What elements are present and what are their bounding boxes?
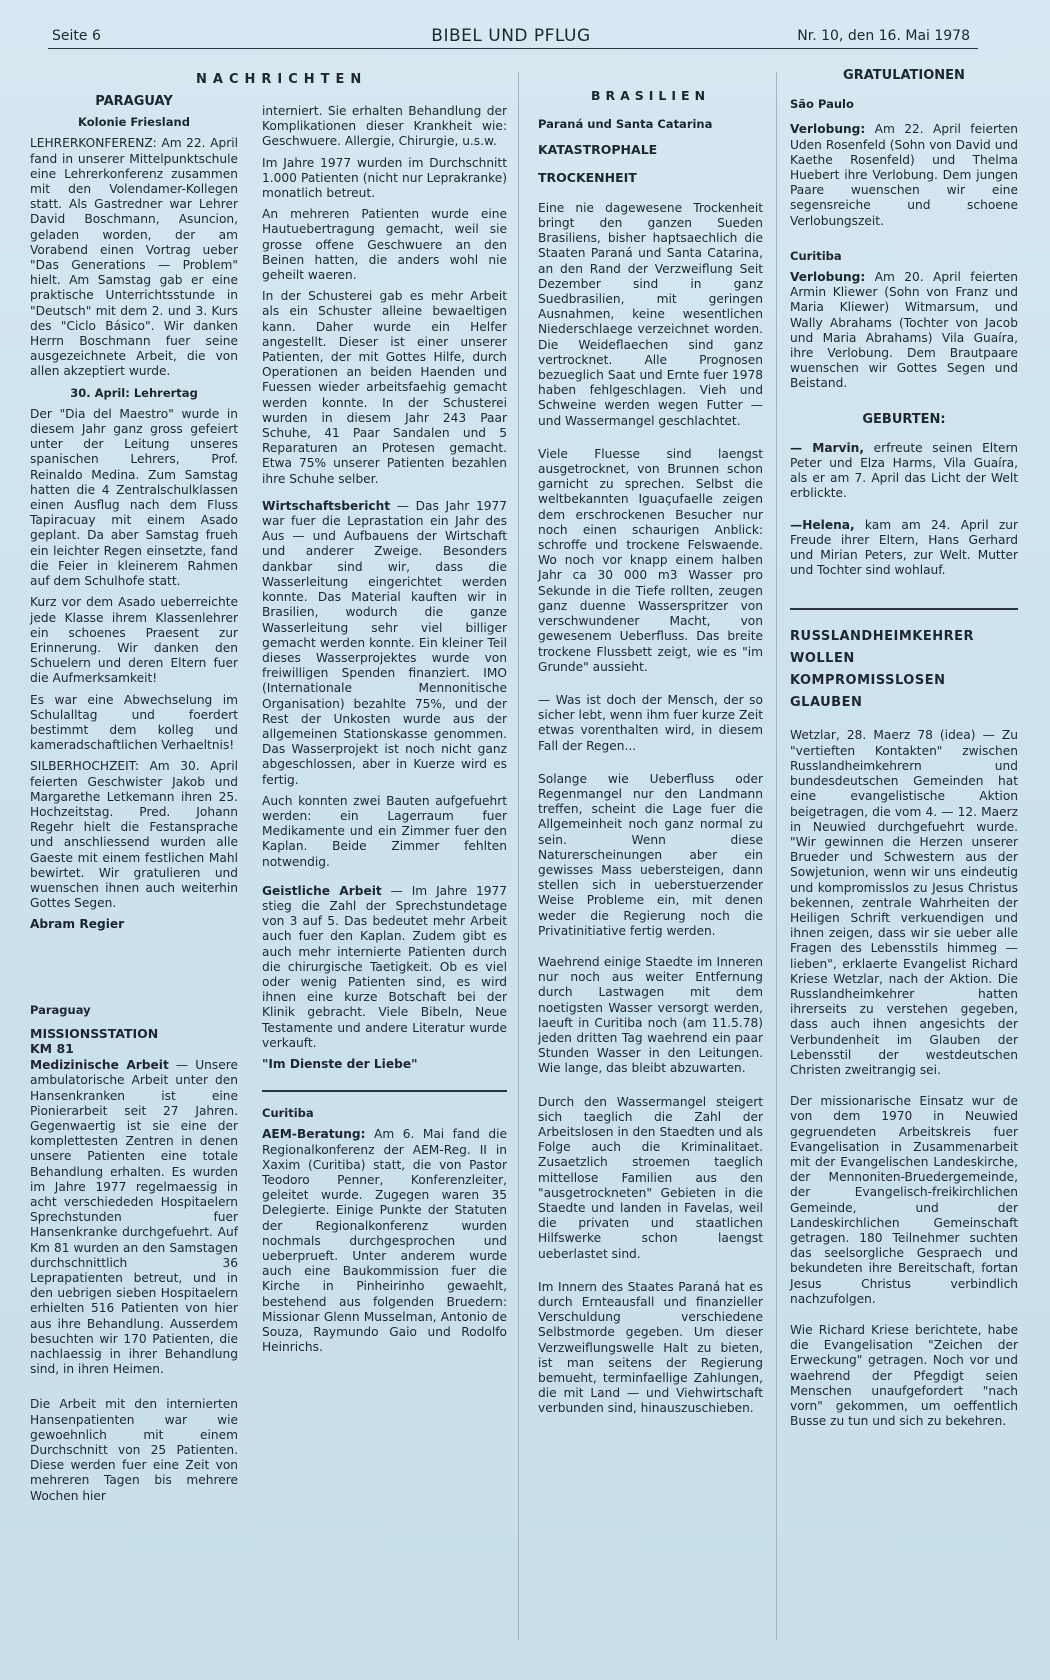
heading-wollen: WOLLEN (790, 651, 855, 667)
heading-brasilien: BRASILIEN (590, 88, 711, 103)
lead-marvin: — Marvin, (790, 440, 864, 455)
article-aem-beratung (262, 1127, 507, 1355)
publication-title: BIBEL UND PFLUG (431, 26, 591, 46)
section-rule (262, 1090, 507, 1092)
column-divider (518, 72, 519, 1640)
header-rule (48, 48, 978, 49)
page-header (52, 26, 970, 50)
column-4 (790, 68, 1018, 1435)
article-paragraph: interniert. Sie erhalten Behandlung der Komplikationen dieser Krankheit wie: Geschwuere. Allergie, Chirurgie, u.s.w. (262, 104, 507, 149)
section-rule (790, 608, 1018, 610)
article-paragraph: Waehrend einige Staedte im Inneren nur noch aus weiter Entfernung durch Lastwagen mit dem noetigsten Wasser versorgt werden, laeuft in Curitiba noch (am 11.5.78) jeden dritten Tag waehrend ein paar Stunden Wasser in den Leitungen. Wie lange, das bleibt abzuwarten. (538, 954, 763, 1076)
subheading-paraguay: Paraguay (30, 1002, 91, 1017)
article-paragraph: In der Schusterei gab es mehr Arbeit als ein Schuster alleine bewaeltigen kann. Daher wurde ein Helfer angestellt. Dieser ist einer unserer Patienten, der mit Gottes Hilfe, durch Operationen an beiden Haenden und Fuessen wieder arbeitsfaehig gemacht werden konnte. In der Schusterei wurden in diesem Jahr 243 Paar Schuhe, 41 Paar Sandalen und 5 Reparaturen an Protesen gemacht. Etwa 75% unserer Patienten bezahlen ihre Schuhe selber. (262, 289, 507, 486)
article-paragraph: Wetzlar, 28. Maerz 78 (idea) — Zu "vertieften Kontakten" zwischen Russlandheimkehrern und bundesdeutschen Gemeinden hat eine evangelistische Aktion beigetragen, die vom 4. — 12. Maerz in Neuwied durchgefuehrt wurde. "Wir gewinnen die Herzen unserer Brueder und Schwestern aus der Sowjetunion, wenn wir uns eindeutig und kompromisslos zu Jesus Christus bekennen, zentrale Wahrheiten der Heiligen Schrift verkuendigen und ihnen zeigen, dass wir sie ueber alle Fragen des Lebensstils himmeg — lieben", erklaerte Evangelist Richard Kriese Wetzlar, nach der Aktion. Die Russlandheimkehrer hatten ihrerseits zu verstehen gegeben, dass auch ihnen angesichts der Verbundenheit im Glauben der Lebensstil der westdeutschen Christen zweitrangig sei. (790, 728, 1018, 1077)
lead-medizinische-arbeit: Medizinische Arbeit (30, 1058, 169, 1073)
article-verlobung-2 (790, 270, 1018, 392)
lead-aem-beratung: AEM-Beratung: (262, 1127, 366, 1142)
article-paragraph: Durch den Wassermangel steigert sich taeglich die Zahl der Arbeitslosen in den Staedten und als Folge auch die Kriminalitaet. Zusaetzlich stroemen taeglich mittellose Familien aus den "ausgetrockneten" Gebieten in die Staedte und landen in Favelas, weil die privaten und staatlichen Hilfswerke schon laengst ueberlastet sind. (538, 1094, 763, 1261)
column-2 (262, 68, 507, 1361)
subheading-sao-paulo: São Paulo (790, 97, 854, 112)
lead-verlobung: Verlobung: (790, 270, 866, 285)
heading-trockenheit: TROCKENHEIT (538, 169, 637, 185)
article-geburt-marvin (790, 441, 1018, 502)
article-paragraph: Kurz vor dem Asado ueberreichte jede Klasse ihrem Klassenlehrer ein schoenes Praesent zur Erinnerung. Wir danken den Schuelern und deren Eltern fuer die Aufmerksamkeit! (30, 595, 238, 686)
text-aem-beratung: Am 6. Mai fand die Regionalkonferenz der AEM-Reg. II in Xaxim (Curitiba) statt, die von Pastor Teodoro Penner, Konferenzleiter, geleitet wurde. Zugegen waren 35 Delegierte. Einige Punkte der Statuten der Regionalkonferenz wurden nochmals durchgesprochen und ueberprueft. Unter anderem wurde auch eine Baukommission fuer die Kirche in Pinheirinho gewaehlt, bestehend aus folgenden Bruedern: Missionar Glenn Musselman, Antonio de Souza, Raymundo Gaio und Rodolfo Heinrichs. (262, 1127, 507, 1355)
column-1 (30, 68, 238, 1510)
heading-km81: KM 81 (30, 1040, 74, 1056)
article-wirtschaftsbericht (262, 499, 507, 788)
column-divider (776, 72, 777, 1640)
text-geistliche-arbeit: — Im Jahre 1977 stieg die Zahl der Sprechstundetage von 3 auf 5. Das bedeutet mehr Arbeit auch fuer den Kaplan. Zudem gibt es auch mehr internierte Patienten durch die chirurgische Taetigkeit. Ob es viel oder wenig Patienten sind, es wird ihnen eine kurze Botschaft bei der Klinik gebracht. Viele Bibeln, Neue Testamente und andere Literatur wurde verkauft. (262, 883, 507, 1050)
subheading-parana: Paraná und Santa Catarina (538, 117, 713, 132)
article-geburt-helena (790, 518, 1018, 579)
section-title-nachrichten: NACHRICHTEN (196, 72, 368, 87)
article-verlobung-1 (790, 122, 1018, 228)
article-silberhochzeit: SILBERHOCHZEIT: Am 30. April feierten Geschwister Jakob und Margarethe Letkemann ihren 25. Hochzeitstag. Pred. Johann Regehr hielt die Festansprache und anschliessend wurden alle Gaeste mit einem festlichen Mahl bewirtet. Wir gratulieren und wuenschen ihnen auch weiterhin Gottes Segen. (30, 759, 238, 911)
article-paragraph: Der missionarische Einsatz wur de von dem 1970 in Neuwied gegruendeten Arbeitskreis fuer Evangelisation in Zusammenarbeit mit der Evangelischen Landeskirche, der Mennoniten-Bruedergemeinde, der Evangelisch-freikirchlichen Gemeinde, und der Landeskirchlichen Gemeinschaft getragen. 180 Teilnehmer suchten das seelsorgliche Gespraech und bekundeten ihre Bereitschaft, fortan Jesus Christus verbindlich nachzufolgen. (790, 1094, 1018, 1306)
heading-geburten: GEBURTEN: (862, 411, 946, 427)
page-number: Seite 6 (52, 28, 101, 44)
article-paragraph: Es war eine Abwechselung im Schulalltag und foerdert bestimmt dem kolleg und kameradschaftlichen Verhaeltnis! (30, 692, 238, 753)
text-wirtschaftsbericht: — Das Jahr 1977 war fuer die Leprastation ein Jahr des Aus — und Aufbauens der Wirtschaft und anderer Zweige. Besonders dankbar sind wir, dass die Wasserleitung eingerichtet werden konnte. Das Material kauften wir in Brasilien, wodurch die ganze Wasserleitung sehr viel billiger gemacht werden konnte. Ein kleiner Teil dieses Wasserprojektes wurde von freiwilligen Spenden finanziert. IMO (Internationale Mennonitische Organisation) bezahlte 75%, und der Rest der Unkosten wurde aus der allgemeinen Stationskasse genommen. Das Wasserprojekt ist noch nicht ganz abgeschlossen, aber in Kuerze wird es fertig. (262, 498, 507, 787)
article-medizinische-arbeit (30, 1058, 238, 1377)
subheading-kolonie-friesland: Kolonie Friesland (78, 115, 190, 130)
article-geistliche-arbeit (262, 884, 507, 1051)
lead-geistliche-arbeit: Geistliche Arbeit (262, 883, 382, 898)
article-paragraph: Im Innern des Staates Paraná hat es durch Ernteausfall und finanzieller Verschuldung verschiedene Selbstmorde gegeben. Um dieser Verzweiflungswelle Halt zu bieten, ist man seitens der Regierung bemueht, terminfaellige Zahlungen, die mit Land — und Viehwirtschaft verbunden sind, hinauszuschieben. (538, 1279, 763, 1416)
text-verlobung: Am 22. April feierten Uden Rosenfeld (Sohn von David und Kaethe Rosenfeld) und Thelma Huebert ihre Verlobung. Dem jungen Paare wuenschen wir eine segensreiche und schoene Verlobungszeit. (790, 122, 1018, 228)
heading-gratulationen: GRATULATIONEN (843, 68, 965, 83)
article-paragraph: Die Arbeit mit den internierten Hansenpatienten war wie gewoehnlich mit einem Durchschnitt von 25 Patienten. Diese werden fuer eine Zeit von mehreren Tagen bis mehrere Wochen hier (30, 1397, 238, 1503)
lead-wirtschaftsbericht: Wirtschaftsbericht (262, 498, 391, 513)
article-paragraph: An mehreren Patienten wurde eine Hautuebertragung gemacht, weil sie grosse offene Geschwuere an den Beinen hatten, die anders wohl nie geheilt waeren. (262, 207, 507, 283)
text-verlobung: Am 20. April feierten Armin Kliewer (Sohn von Franz und Maria Kliewer) Witmarsum, und Wally Abrahams (Tochter von Jacob und Maria Abrahams) Vila Guaíra, ihre Verlobung. Dem Brautpaare wuenschen wir Gottes Segen und Beistand. (790, 270, 1018, 391)
heading-kompromisslosen: KOMPROMISSLOSEN (790, 673, 946, 689)
heading-katastrophale: KATASTROPHALE (538, 142, 658, 158)
article-paragraph: Auch konnten zwei Bauten aufgefuehrt werden: ein Lagerraum fuer Medikamente und ein Zimmer fuer den Kaplan. Beide Zimmer fehlten notwendig. (262, 793, 507, 869)
text-medizinische-arbeit: — Unsere ambulatorische Arbeit unter den Hansenkranken ist eine Pionierarbeit seit 27 Jahren. Gegenwaertig ist sie eine der komplettesten Zentren in denen unsere Patienten eine totale Behandlung erhalten. Es wurden im Jahre 1977 regelmaessig in acht verschiededen Hospitaelern Sprechstunden fuer Hansenkranke durchgefuehrt. Auf Km 81 wurden an den Samstagen durchschnittlich 36 Leprapatienten betreut, und in den uebrigen sieben Hospitaelern erhielten 516 Patienten von hier aus ihre Behandlung. Ausserdem besuchten wir 170 Patienten, die nachlaessig in ihrer Behandlung sind, in ihren Heimen. (30, 1058, 238, 1377)
column-3 (538, 68, 763, 1423)
article-lehrerkonferenz: LEHRERKONFERENZ: Am 22. April fand in unserer Mittelpunktschule eine Lehrerkonferenz zusammen mit den Volendamer-Kollegen statt. Als Gastredner war Lehrer David Boschmann, Asuncion, geladen worden, der am Vorabend einen Vortrag ueber "Das Generations — Problem" hielt. Am Samstag gab er eine praktische Unterrichtsstunde in "Deutsch" mit dem 2. und 3. Kurs des "Ciclo Básico". Wir danken Herrn Boschmann fuer seine ausgezeichnete Arbeit, die von allen akzeptiert wurde. (30, 136, 238, 379)
subheading-curitiba: Curitiba (262, 1106, 314, 1121)
author-signature: Abram Regier (30, 917, 125, 932)
article-paragraph: Der "Dia del Maestro" wurde in diesem Jahr ganz gross gefeiert unter der Leitung unseres spanischen Lehrers, Prof. Reinaldo Medina. Zum Samstag hatten die 4 Zentralschulklassen einen Ausflug nach dem Fluss Tapiracuay mit einem Asado geplant. Da aber Samstag frueh ein leichter Regen einsetzte, fand die Feier in kleinerem Rahmen auf dem Schulhofe statt. (30, 406, 238, 589)
text-helena: kam am 24. April zur Freude ihrer Eltern, Hans Gerhard und Mirian Peters, zur Welt. Mutter und Tochter sind wohlauf. (790, 517, 1018, 578)
article-signature: "Im Dienste der Liebe" (262, 1056, 418, 1071)
article-paragraph: Solange wie Ueberfluss oder Regenmangel nur den Landmann treffen, scheint die Lage fuer die Allgemeinheit noch ganz normal zu sein. Wenn diese Naturerscheinungen aber ein gewisses Mass uebersteigen, dann stellen sich in ueberstuerzender Weise Probleme ein, mit denen weder die Regierung noch die Privatinitiative fertig werden. (538, 771, 763, 938)
text-marvin: erfreute seinen Eltern Peter und Elza Harms, Vila Guaíra, als er am 7. April das Licht der Welt erblickte. (790, 440, 1018, 501)
lead-helena: —Helena, (790, 517, 855, 532)
article-paragraph: Viele Fluesse sind laengst ausgetrocknet, von Brunnen schon garnicht zu sprechen. Selbst die weltbekannten Iguaçufaelle zeigen dem erschrockenen Besucher nur noch einen schaurigen Anblick: schroffe und trockene Felswaende. Wo noch vor knapp einem halben Jahr ca 30 000 m3 Wasser pro Sekunde in die Tiefe rollten, zeugen ganz duenne Wasserspritzer von verschwundener Macht, von gewesenem Ueberfluss. Das breite trockene Flussbett zeigt, wie es "im Grunde" aussieht. (538, 446, 763, 674)
heading-glauben: GLAUBEN (790, 695, 863, 711)
issue-date: Nr. 10, den 16. Mai 1978 (797, 28, 970, 44)
heading-russlandheimkehrer: RUSSLANDHEIMKEHRER (790, 629, 974, 645)
article-paragraph: Eine nie dagewesene Trockenheit bringt den ganzen Sueden Brasiliens, bisher haptsaechlich die Staaten Paraná und Santa Catarina, an den Rand der Verzweiflung Seit Dezember sind in ganz Suedbrasilien, mit geringen Ausnahmen, keine wesentlichen Niederschlaege verzeichnet worden. Die Weideflaechen sind ganz vertrocknet. Alle Prognosen bezueglich Saat und Ernte fuer 1978 haben fehlgeschlagen. Vieh und Schweine werden wegen Futter — und Wassermangel geschlachtet. (538, 200, 763, 428)
article-paragraph: — Was ist doch der Mensch, der so sicher lebt, wenn ihm fuer kurze Zeit etwas vorenthalten wird, in diesem Fall der Regen... (538, 692, 763, 753)
lead-verlobung: Verlobung: (790, 122, 866, 137)
subheading-lehrertag: 30. April: Lehrertag (70, 385, 198, 400)
article-paragraph: Wie Richard Kriese berichtete, habe die Evangelisation "Zeichen der Erweckung" getragen. Noch vor und waehrend der Pfegdigt seien Menschen unaufgefordert "nach vorn" gekommen, um oeffentlich Busse zu tun und sich zu bekehren. (790, 1323, 1018, 1429)
heading-missionsstation: MISSIONSSTATION (30, 1025, 159, 1041)
subheading-curitiba: Curitiba (790, 248, 842, 263)
heading-paraguay: PARAGUAY (95, 94, 173, 109)
article-paragraph: Im Jahre 1977 wurden im Durchschnitt 1.000 Patienten (nicht nur Leprakranke) monatlich betreut. (262, 155, 507, 201)
